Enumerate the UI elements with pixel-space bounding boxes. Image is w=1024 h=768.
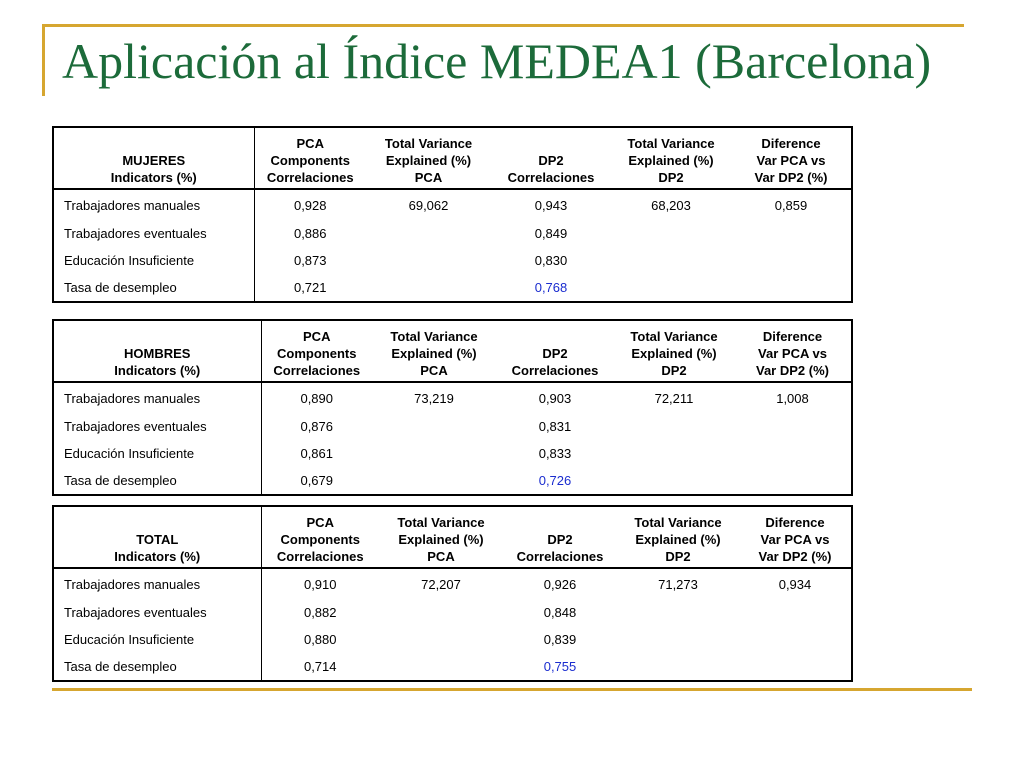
header-line: Var PCA vs xyxy=(760,532,830,547)
header-line: Explained (%) xyxy=(635,532,721,547)
column-header-pca-correlation xyxy=(261,320,372,382)
accent-line-top xyxy=(42,24,964,27)
table-row xyxy=(53,247,852,274)
cell-dp2-variance: 71,273 xyxy=(658,576,698,592)
cell-pca-correlation: 0,928 xyxy=(293,197,327,213)
header-line: Var PCA vs xyxy=(756,153,826,168)
header-line: Explained (%) xyxy=(628,153,714,168)
header-line: Correlaciones xyxy=(511,363,599,378)
header-line: Total Variance xyxy=(384,136,473,151)
table-header-row xyxy=(53,127,852,189)
header-line: Correlaciones xyxy=(276,549,364,564)
column-header-dp2-variance xyxy=(611,127,731,189)
cell-dp2-correlation: 0,943 xyxy=(534,197,568,213)
header-line: Indicators (%) xyxy=(114,363,201,378)
header-line: Total Variance xyxy=(627,136,715,151)
table-header-row xyxy=(53,506,852,568)
cell-variance-difference: 0,934 xyxy=(778,576,812,592)
cell-pca-correlation: 0,714 xyxy=(303,659,337,674)
cell-pca-correlation: 0,861 xyxy=(300,446,334,461)
table-total xyxy=(52,505,853,682)
header-line: PCA xyxy=(303,329,331,344)
header-line: Var DP2 (%) xyxy=(754,170,828,185)
header-line: Diference xyxy=(761,136,821,151)
accent-line-bottom xyxy=(52,688,972,691)
cell-indicator: Trabajadores manuales xyxy=(53,382,261,413)
cell-dp2-correlation: 0,833 xyxy=(538,446,572,461)
table-row xyxy=(53,626,852,653)
cell-dp2-correlation: 0,839 xyxy=(543,632,577,647)
column-header-indicator xyxy=(53,506,261,568)
table-row xyxy=(53,220,852,247)
header-line: Indicators (%) xyxy=(110,170,197,185)
column-header-dp2-correlation xyxy=(491,127,611,189)
header-line: Components xyxy=(280,532,360,547)
cell-indicator: Tasa de desempleo xyxy=(53,467,261,495)
cell-pca-variance xyxy=(366,220,491,247)
cell-indicator: Tasa de desempleo xyxy=(53,653,261,681)
header-line: DP2 xyxy=(547,532,573,547)
cell-variance-difference xyxy=(739,599,852,626)
cell-pca-variance xyxy=(372,440,496,467)
header-line: Explained (%) xyxy=(631,346,717,361)
cell-pca-variance xyxy=(372,467,496,495)
cell-variance-difference: 1,008 xyxy=(776,390,809,406)
table-row xyxy=(53,653,852,681)
table-row xyxy=(53,467,852,495)
cell-pca-correlation: 0,882 xyxy=(303,605,337,620)
cell-dp2-variance: 68,203 xyxy=(651,197,691,213)
cell-pca-correlation: 0,876 xyxy=(300,419,334,434)
header-line: PCA xyxy=(306,515,334,530)
header-line: DP2 xyxy=(658,170,684,185)
column-header-pca-variance xyxy=(372,320,496,382)
cell-indicator: Trabajadores eventuales xyxy=(53,413,261,440)
cell-pca-variance: 73,219 xyxy=(414,390,454,406)
cell-pca-correlation: 0,873 xyxy=(293,253,327,268)
header-line: MUJERES xyxy=(122,153,186,168)
column-header-dp2-variance xyxy=(617,506,739,568)
cell-indicator: Trabajadores eventuales xyxy=(53,599,261,626)
cell-dp2-variance xyxy=(611,220,731,247)
column-header-indicator xyxy=(53,320,261,382)
cell-pca-variance xyxy=(379,653,503,681)
header-line: TOTAL xyxy=(136,532,179,547)
header-line: Correlaciones xyxy=(266,170,354,185)
cell-dp2-variance xyxy=(617,653,739,681)
column-header-variance-difference xyxy=(731,127,852,189)
cell-variance-difference xyxy=(739,626,852,653)
column-header-pca-correlation xyxy=(261,506,379,568)
cell-variance-difference xyxy=(734,467,852,495)
cell-pca-correlation: 0,910 xyxy=(303,576,337,592)
slide-title: Aplicación al Índice MEDEA1 (Barcelona) xyxy=(62,33,932,89)
header-line: Explained (%) xyxy=(391,346,477,361)
header-line: Correlaciones xyxy=(507,170,595,185)
cell-dp2-correlation: 0,755 xyxy=(543,659,577,674)
cell-dp2-variance: 72,211 xyxy=(654,390,694,406)
header-line: DP2 xyxy=(542,346,568,361)
header-line: Total Variance xyxy=(634,515,722,530)
accent-line-left xyxy=(42,24,45,96)
column-header-pca-correlation xyxy=(254,127,366,189)
cell-dp2-variance xyxy=(614,413,734,440)
cell-pca-variance: 69,062 xyxy=(408,197,449,213)
cell-dp2-correlation: 0,926 xyxy=(543,576,577,592)
header-line: Total Variance xyxy=(630,329,718,344)
header-line: Total Variance xyxy=(397,515,485,530)
cell-pca-variance xyxy=(379,599,503,626)
cell-dp2-correlation: 0,830 xyxy=(534,253,568,268)
cell-variance-difference xyxy=(731,247,852,274)
header-line: PCA xyxy=(420,363,448,378)
header-line: Explained (%) xyxy=(385,153,472,168)
column-header-dp2-correlation xyxy=(496,320,614,382)
table-row xyxy=(53,189,852,220)
cell-dp2-correlation: 0,903 xyxy=(538,390,572,406)
table-row xyxy=(53,382,852,413)
header-line: PCA xyxy=(427,549,455,564)
header-line: Var DP2 (%) xyxy=(758,549,832,564)
cell-pca-variance xyxy=(379,626,503,653)
header-line: Indicators (%) xyxy=(114,549,201,564)
table-row xyxy=(53,440,852,467)
header-line: Var PCA vs xyxy=(758,346,827,361)
header-line: Explained (%) xyxy=(398,532,484,547)
cell-dp2-variance xyxy=(611,274,731,302)
cell-dp2-correlation: 0,726 xyxy=(538,473,572,488)
column-header-indicator xyxy=(53,127,254,189)
table-row xyxy=(53,274,852,302)
header-line: HOMBRES xyxy=(124,346,191,361)
cell-dp2-correlation: 0,849 xyxy=(534,226,568,241)
cell-pca-variance xyxy=(366,247,491,274)
cell-dp2-correlation: 0,831 xyxy=(538,419,572,434)
cell-pca-variance xyxy=(366,274,491,302)
cell-indicator: Tasa de desempleo xyxy=(53,274,254,302)
cell-variance-difference xyxy=(739,653,852,681)
table-row xyxy=(53,568,852,599)
cell-indicator: Trabajadores manuales xyxy=(53,189,254,220)
column-header-dp2-variance xyxy=(614,320,734,382)
cell-indicator: Trabajadores manuales xyxy=(53,568,261,599)
table-header-row xyxy=(53,320,852,382)
table-row xyxy=(53,599,852,626)
cell-variance-difference xyxy=(731,274,852,302)
table-mujeres xyxy=(52,126,853,303)
cell-dp2-variance xyxy=(614,440,734,467)
cell-pca-correlation: 0,679 xyxy=(300,473,334,488)
header-line: PCA xyxy=(296,136,324,151)
header-line: DP2 xyxy=(665,549,691,564)
header-line: Diference xyxy=(762,329,823,344)
header-line: Correlaciones xyxy=(516,549,604,564)
cell-pca-variance: 72,207 xyxy=(421,576,461,592)
table-row xyxy=(53,413,852,440)
header-line: Correlaciones xyxy=(273,363,361,378)
header-line: DP2 xyxy=(538,153,564,168)
table-hombres xyxy=(52,319,853,496)
column-header-pca-variance xyxy=(366,127,491,189)
cell-indicator: Educación Insuficiente xyxy=(53,626,261,653)
cell-indicator: Educación Insuficiente xyxy=(53,440,261,467)
header-line: Components xyxy=(270,153,350,168)
cell-dp2-variance xyxy=(611,247,731,274)
header-line: Var DP2 (%) xyxy=(756,363,829,378)
cell-pca-correlation: 0,880 xyxy=(303,632,337,647)
cell-indicator: Educación Insuficiente xyxy=(53,247,254,274)
cell-variance-difference xyxy=(731,220,852,247)
cell-dp2-variance xyxy=(617,599,739,626)
cell-pca-variance xyxy=(372,413,496,440)
cell-pca-correlation: 0,886 xyxy=(293,226,327,241)
cell-dp2-correlation: 0,848 xyxy=(543,605,577,620)
header-line: Total Variance xyxy=(390,329,478,344)
cell-variance-difference: 0,859 xyxy=(774,197,808,213)
column-header-pca-variance xyxy=(379,506,503,568)
cell-pca-correlation: 0,890 xyxy=(300,390,334,406)
cell-pca-correlation: 0,721 xyxy=(293,280,327,295)
cell-dp2-variance xyxy=(614,467,734,495)
cell-indicator: Trabajadores eventuales xyxy=(53,220,254,247)
column-header-variance-difference xyxy=(734,320,852,382)
column-header-dp2-correlation xyxy=(503,506,617,568)
header-line: DP2 xyxy=(661,363,687,378)
column-header-variance-difference xyxy=(739,506,852,568)
header-line: Components xyxy=(277,346,357,361)
header-line: PCA xyxy=(414,170,443,185)
header-line: Diference xyxy=(765,515,825,530)
cell-variance-difference xyxy=(734,440,852,467)
cell-variance-difference xyxy=(734,413,852,440)
cell-dp2-variance xyxy=(617,626,739,653)
cell-dp2-correlation: 0,768 xyxy=(534,280,568,295)
